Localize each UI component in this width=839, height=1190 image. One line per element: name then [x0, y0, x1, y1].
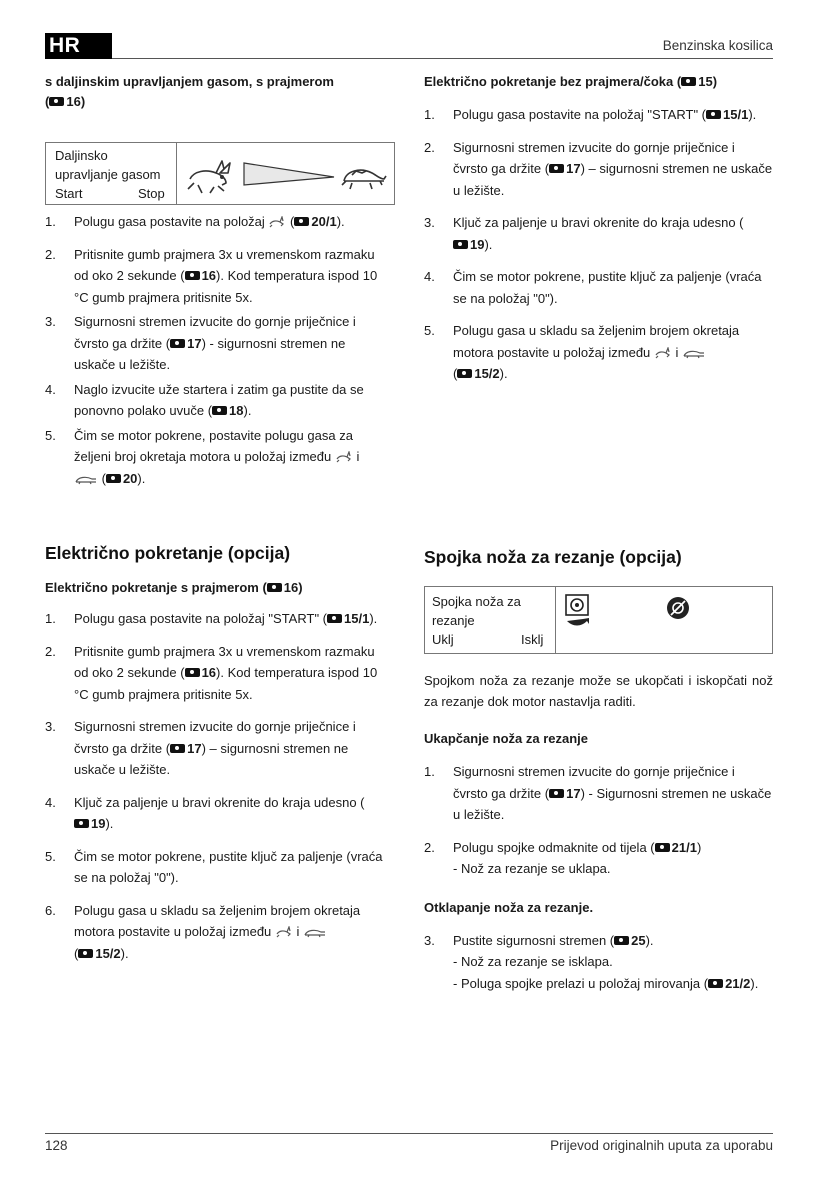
subsection-heading: Otklapanje noža za rezanje. — [424, 899, 594, 915]
list-item: 3. Sigurnosni stremen izvucite do gornje priječnice i čvrsto ga držite ( 17) – sigurnosni stremen ne uskače u ležište. — [45, 719, 356, 777]
list-item: 3. Ključ za paljenje u bravi okrenite do kraja udesno (19). — [424, 215, 744, 252]
section-heading: s daljinskim upravljanjem gasom, s prajmerom ( 16) — [45, 74, 334, 109]
figure-ref-icon — [267, 583, 282, 592]
list-item: 1. Sigurnosni stremen izvucite do gornje priječnice i čvrsto ga držite ( 17) - Sigurnosni stremen ne uskače u ležište. — [424, 764, 772, 822]
control-stop-label: Stop — [138, 186, 165, 201]
figure-ref-icon — [49, 97, 64, 106]
subsection-heading: Električno pokretanje bez prajmera/čoka ( 15) — [424, 74, 718, 89]
figure-ref-icon — [453, 240, 468, 249]
left-section-2 — [45, 543, 385, 964]
list-item: 1. Polugu gasa postavite na položaj "START" ( 15/1). — [424, 107, 757, 122]
turtle-icon — [342, 170, 386, 189]
turtle-icon — [303, 926, 327, 938]
blade-clutch-control-box — [424, 586, 773, 654]
control-on-label: Uklj — [432, 632, 454, 647]
list-item: 3. Pustite sigurnosni stremen ( 25). - Nož za rezanje se isklapa. - Poluga spojke prelazi u položaj mirovanja ( 21/2). — [424, 932, 759, 991]
figure-ref-icon — [614, 936, 629, 945]
rabbit-icon — [268, 216, 286, 228]
subsection-heading: Električno pokretanje s prajmerom ( 16) — [45, 580, 303, 595]
list-item: 1. Polugu gasa postavite na položaj "START" ( 15/1). — [45, 611, 378, 626]
right-section-2 — [424, 547, 773, 568]
figure-ref-icon — [78, 949, 93, 958]
list-item: 2. Pritisnite gumb prajmera 3x u vremenskom razmaku od oko 2 sekunde ( 16). Kod temperatura ispod 10 °C gumb prajmera pritisnite 5x. — [45, 643, 378, 702]
list-item: 2. Polugu spojke odmaknite od tijela ( 21/1) - Nož za rezanje se uklapa. — [424, 839, 702, 876]
figure-ref-icon — [549, 789, 564, 798]
figure-ref-icon — [106, 474, 121, 483]
right-section-2-body — [424, 670, 773, 994]
rabbit-icon — [275, 926, 293, 938]
figure-ref-icon — [212, 406, 227, 415]
footer-title: Prijevod originalnih uputa za uporabu — [550, 1138, 773, 1153]
control-label-line2: upravljanje gasom — [55, 167, 161, 182]
figure-ref-icon — [74, 819, 89, 828]
rabbit-icon — [335, 451, 353, 463]
turtle-icon — [682, 347, 706, 359]
control-off-label: Isklj — [521, 632, 544, 647]
list-item: 4. Ključ za paljenje u bravi okrenite do kraja udesno (19). — [45, 794, 365, 831]
rabbit-icon — [188, 161, 230, 193]
figure-ref-icon — [185, 271, 200, 280]
list-item: 5. Čim se motor pokrene, postavite polugu gasa za željeni broj okretaja motora u položaj između i ( 20). — [45, 427, 360, 486]
blade-engage-icon — [563, 593, 593, 629]
throttle-speed-graphic — [184, 149, 389, 197]
list-item: 1. Polugu gasa postavite na položaj ( 20/1). — [45, 214, 345, 229]
blade-disengage-icon — [665, 595, 691, 621]
figure-ref-icon — [457, 369, 472, 378]
speed-wedge-icon — [244, 163, 334, 185]
figure-ref-icon — [681, 77, 696, 86]
control-label-line2: rezanje — [432, 613, 475, 628]
figure-ref-icon — [708, 979, 723, 988]
turtle-icon — [74, 473, 98, 485]
figure-ref-icon — [294, 217, 309, 226]
control-label-line1: Daljinsko — [55, 148, 108, 163]
figure-ref-icon — [185, 668, 200, 677]
section-title: Spojka noža za rezanje (opcija) — [424, 547, 682, 567]
language-badge: HR — [45, 33, 112, 59]
figure-ref-icon — [170, 339, 185, 348]
figure-ref-icon — [327, 614, 342, 623]
subsection-heading: Ukapčanje noža za rezanje — [424, 731, 589, 746]
right-column — [424, 72, 773, 385]
intro-paragraph: Spojkom noža za rezanje može se ukopčati i iskopčati nož za rezanje dok motor nastavlja raditi. — [424, 673, 773, 709]
header-rule — [112, 58, 773, 59]
header-title: Benzinska kosilica — [662, 38, 773, 53]
footer-rule — [45, 1133, 773, 1134]
list-item: 5. Polugu gasa u skladu sa željenim brojem okretaja motora postavite u položaj između i ( 15/2). — [424, 323, 740, 381]
figure-ref-icon — [706, 110, 721, 119]
figure-ref-icon — [170, 744, 185, 753]
list-item: 3. Sigurnosni stremen izvucite do gornje priječnice i čvrsto ga držite ( 17) - sigurnosni stremen ne uskače u ležište. — [45, 314, 356, 372]
figure-ref-icon — [549, 164, 564, 173]
rabbit-icon — [654, 347, 672, 359]
list-item: 5. Čim se motor pokrene, pustite ključ za paljenje (vraća se na položaj "0"). — [45, 848, 383, 885]
throttle-control-box — [45, 142, 395, 205]
left-column — [45, 72, 385, 112]
list-item: 4. Čim se motor pokrene, pustite ključ za paljenje (vraća se na položaj "0"). — [424, 269, 762, 306]
list-item: 6. Polugu gasa u skladu sa željenim brojem okretaja motora postavite u položaj između i ( 15/2). — [45, 902, 361, 961]
list-item: 2. Sigurnosni stremen izvucite do gornje priječnice i čvrsto ga držite ( 17) – sigurnosni stremen ne uskače u ležište. — [424, 139, 773, 198]
left-steps-1 — [45, 211, 385, 489]
section-title: Električno pokretanje (opcija) — [45, 543, 291, 563]
list-item: 2. Pritisnite gumb prajmera 3x u vremenskom razmaku od oko 2 sekunde ( 16). Kod temperatura ispod 10 °C gumb prajmera pritisnite 5x. — [45, 246, 378, 305]
list-item: 4. Naglo izvucite uže startera i zatim ga pustite da se ponovno polako uvuče ( 18). — [45, 381, 364, 418]
figure-ref-icon — [655, 843, 670, 852]
control-start-label: Start — [55, 186, 83, 201]
control-label-line1: Spojka noža za — [432, 594, 521, 609]
page-number: 128 — [45, 1138, 68, 1153]
